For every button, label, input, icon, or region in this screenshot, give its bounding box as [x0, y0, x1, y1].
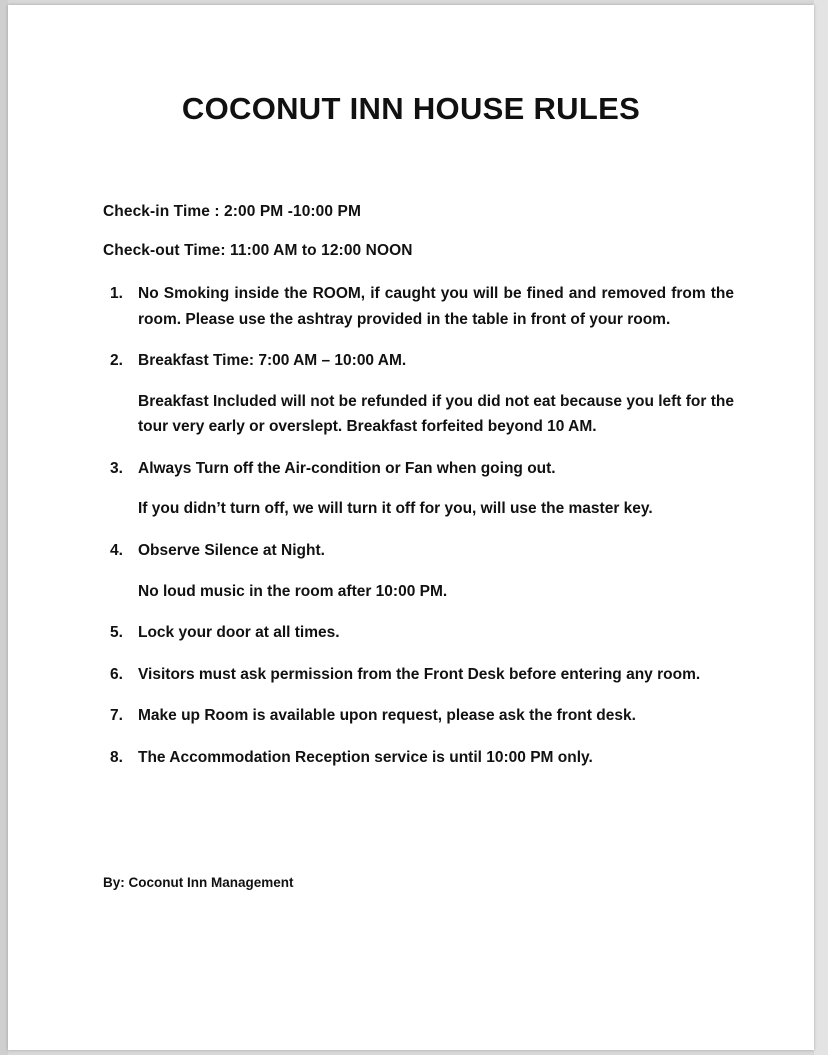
signature-line: By: Coconut Inn Management: [103, 875, 294, 891]
list-item: [138, 745, 734, 771]
rule-text: Lock your door at all times.: [138, 624, 340, 642]
document-page: [8, 5, 814, 1050]
list-item: [138, 348, 734, 440]
list-item: [138, 662, 734, 688]
check-out-time-line: Check-out Time: 11:00 AM to 12:00 NOON: [103, 242, 413, 259]
list-item: [138, 538, 734, 604]
check-times-block: [8, 203, 814, 260]
rule-text: No Smoking inside the ROOM, if caught you will be fined and removed from the room. Please use the ashtray provided in the table in front of your room.: [138, 285, 734, 328]
page-left-edge: [0, 0, 8, 1055]
list-item: [138, 456, 734, 522]
rule-note: No loud music in the room after 10:00 PM.: [138, 582, 448, 600]
list-item: [138, 281, 734, 332]
rule-text: Visitors must ask permission from the Front Desk before entering any room.: [138, 665, 701, 683]
list-item: [138, 620, 734, 646]
house-rules-list: [8, 281, 814, 770]
rule-text: Observe Silence at Night.: [138, 541, 325, 559]
rule-text: Always Turn off the Air-condition or Fan when going out.: [138, 459, 556, 477]
rule-text: Make up Room is available upon request, please ask the front desk.: [138, 707, 636, 725]
check-in-time-line: Check-in Time : 2:00 PM -10:00 PM: [103, 203, 361, 220]
page-right-edge: [814, 0, 828, 1055]
rule-text: Breakfast Time: 7:00 AM – 10:00 AM.: [138, 352, 407, 370]
list-item: [138, 703, 734, 729]
rule-text: The Accommodation Reception service is until 10:00 PM only.: [138, 748, 593, 766]
page-title: COCONUT INN HOUSE RULES: [181, 91, 641, 126]
rule-note: Breakfast Included will not be refunded if you did not eat because you left for the tour very early or overslept. Breakfast forfeited beyond 10 AM.: [138, 392, 734, 436]
rule-note: If you didn’t turn off, we will turn it off for you, will use the master key.: [138, 500, 653, 518]
